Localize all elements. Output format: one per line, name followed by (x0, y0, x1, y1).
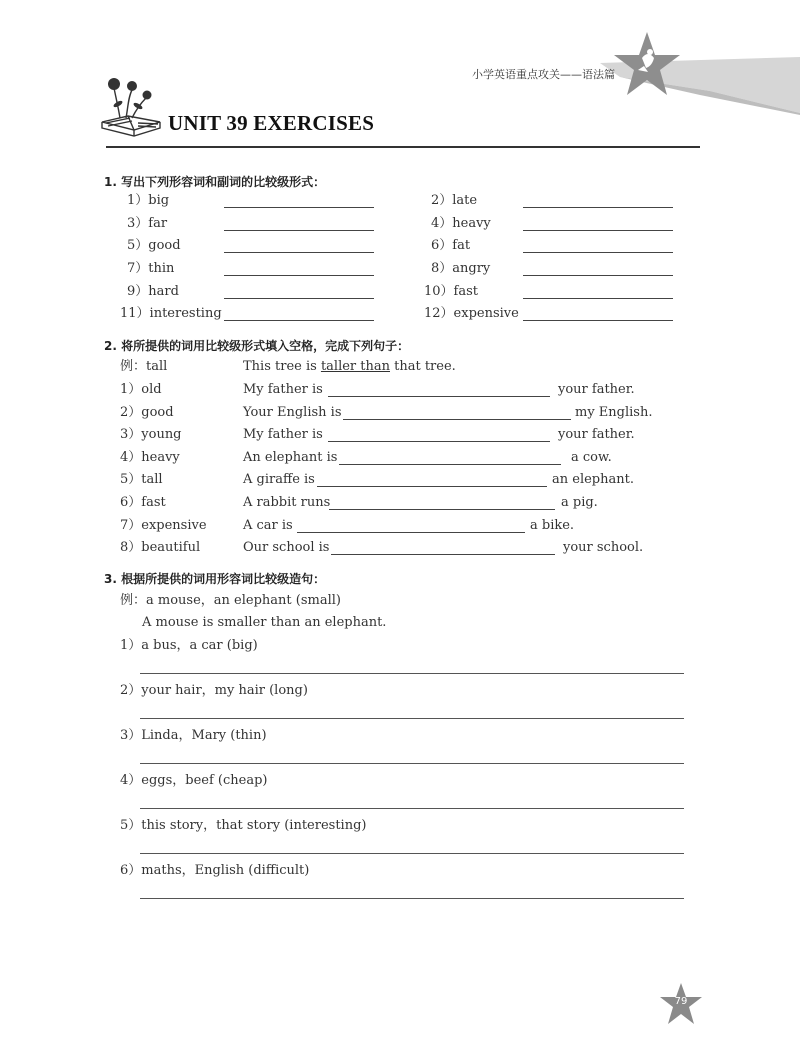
fill-word-5: 5）tall (120, 472, 163, 488)
word-label-left-11: 11）interesting (120, 306, 222, 321)
word-label-right-12: 12）expensive (424, 306, 519, 321)
word-label-right-6: 6）fat (431, 238, 471, 253)
answer-blank-right-12[interactable] (523, 320, 673, 321)
fill-blank-7[interactable] (297, 532, 525, 533)
sentence-start-1: My father is (243, 382, 323, 397)
fill-word-1: 1）old (120, 382, 162, 397)
answer-blank-left-5[interactable] (224, 252, 374, 253)
fill-word-4: 4）heavy (120, 449, 180, 465)
page-number: 79 (674, 996, 688, 1007)
title-rule (106, 146, 700, 148)
writing-line-4[interactable] (140, 808, 684, 809)
answer-blank-left-9[interactable] (224, 298, 374, 299)
word-label-left-3: 3）far (127, 216, 168, 231)
sentence-end-5: an elephant. (552, 472, 634, 488)
fill-blank-4[interactable] (339, 464, 561, 465)
example-answer: taller than (320, 359, 390, 374)
answer-blank-left-3[interactable] (224, 230, 374, 231)
answer-blank-right-6[interactable] (523, 252, 673, 253)
sentence-start-2: Your English is (243, 404, 342, 420)
answer-blank-left-11[interactable] (224, 320, 374, 321)
writing-line-3[interactable] (140, 763, 684, 764)
word-label-left-5: 5）good (127, 238, 181, 253)
word-label-right-10: 10）fast (424, 284, 478, 299)
fill-blank-2[interactable] (343, 419, 571, 420)
sentence-prompt-1: 1）a bus，a car (big) (120, 638, 258, 653)
fill-word-2: 2）good (120, 404, 174, 420)
word-label-left-9: 9）hard (127, 284, 179, 299)
sentence-prompt-6: 6）maths，English (difficult) (120, 863, 310, 878)
sentence-end-8: your school. (563, 540, 644, 556)
fill-blank-1[interactable] (328, 396, 550, 397)
sentence-start-3: My father is (243, 427, 323, 443)
section3-heading: 3. 根据所提供的词用形容词比较级造句： (104, 572, 326, 586)
section1-heading: 1. 写出下列形容词和副词的比较级形式： (104, 175, 326, 189)
word-label-right-8: 8）angry (431, 261, 491, 276)
word-label-right-2: 2）late (431, 193, 478, 208)
example-answer-sentence: A mouse is smaller than an elephant. (142, 615, 387, 630)
sentence-prompt-4: 4）eggs，beef (cheap) (120, 773, 268, 788)
example-word: 例：tall (120, 359, 168, 374)
sentence-start-7: A car is (243, 517, 293, 533)
fill-word-7: 7）expensive (120, 517, 207, 533)
writing-line-5[interactable] (140, 853, 684, 854)
example-pre: This tree is (243, 359, 321, 374)
answer-blank-left-7[interactable] (224, 275, 374, 276)
sentence-start-8: Our school is (243, 540, 330, 556)
fill-blank-5[interactable] (317, 486, 547, 487)
writing-line-6[interactable] (140, 898, 684, 899)
sentence-start-5: A giraffe is (243, 472, 315, 488)
word-label-left-7: 7）thin (127, 261, 175, 276)
book-flowers-icon (98, 68, 164, 140)
sentence-start-4: An elephant is (243, 449, 338, 465)
sentence-end-6: a pig. (561, 495, 598, 510)
sentence-prompt-2: 2）your hair，my hair (long) (120, 683, 308, 698)
sentence-prompt-3: 3）Linda，Mary (thin) (120, 728, 267, 743)
word-label-right-4: 4）heavy (431, 216, 491, 231)
series-title: 小学英语重点攻关——语法篇 (472, 68, 615, 81)
fill-word-3: 3）young (120, 427, 182, 443)
fill-blank-6[interactable] (329, 509, 555, 510)
fill-blank-8[interactable] (331, 554, 555, 555)
sentence-end-2: my English. (575, 404, 653, 420)
sentence-prompt-5: 5）this story，that story (interesting) (120, 818, 367, 833)
unit-title: UNIT 39 EXERCISES (168, 111, 375, 135)
sentence-start-6: A rabbit runs (243, 495, 331, 510)
sentence-end-7: a bike. (530, 517, 575, 533)
star-logo-icon (612, 30, 682, 98)
section2-heading: 2. 将所提供的词用比较级形式填入空格，完成下列句子： (104, 339, 410, 353)
word-label-left-1: 1）big (127, 193, 170, 208)
fill-blank-3[interactable] (328, 441, 550, 442)
writing-line-1[interactable] (140, 673, 684, 674)
example-prompt: 例：a mouse，an elephant (small) (120, 593, 341, 608)
sentence-end-4: a cow. (571, 449, 612, 465)
sentence-end-3: your father. (558, 427, 635, 443)
fill-word-8: 8）beautiful (120, 540, 201, 556)
answer-blank-right-2[interactable] (523, 207, 673, 208)
writing-line-2[interactable] (140, 718, 684, 719)
fill-word-6: 6）fast (120, 495, 166, 510)
answer-blank-right-8[interactable] (523, 275, 673, 276)
answer-blank-right-10[interactable] (523, 298, 673, 299)
example-post: that tree. (390, 359, 456, 374)
answer-blank-left-1[interactable] (224, 207, 374, 208)
answer-blank-right-4[interactable] (523, 230, 673, 231)
sentence-end-1: your father. (558, 382, 635, 397)
example-sentence (243, 359, 456, 375)
